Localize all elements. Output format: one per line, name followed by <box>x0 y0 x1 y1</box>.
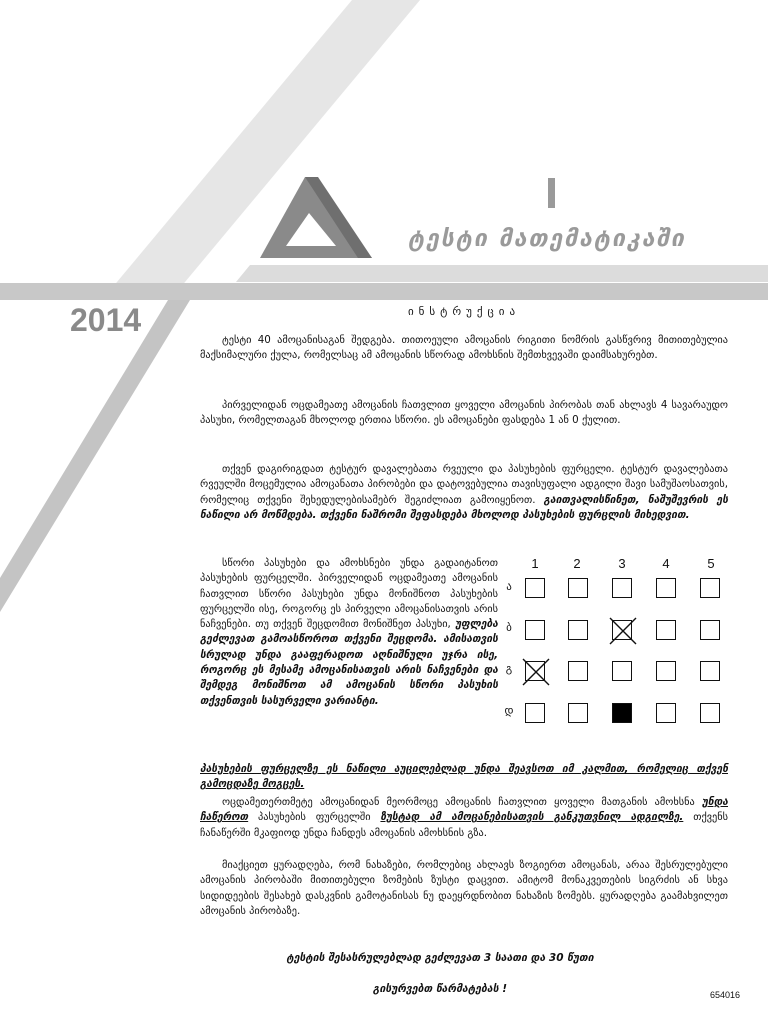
grid-column-label: 3 <box>618 556 626 571</box>
document-code: 654016 <box>709 990 740 1000</box>
good-luck-message: გისურვებთ წარმატებას ! <box>372 983 508 995</box>
grid-column-label: 5 <box>707 556 715 571</box>
answer-box <box>525 703 545 723</box>
answer-box <box>700 661 720 681</box>
answer-box <box>656 661 676 681</box>
grid-row-label: ბ <box>506 621 512 634</box>
answer-box <box>656 620 676 640</box>
horizontal-band <box>0 283 768 300</box>
answer-box <box>656 703 676 723</box>
answer-box <box>525 578 545 598</box>
answer-box-crossed <box>612 620 632 640</box>
title-accent-bar <box>548 178 555 208</box>
answer-box <box>568 578 588 598</box>
answer-box <box>700 620 720 640</box>
paragraph-5: პასუხების ფურცელზე ეს ნაწილი აუცილებლად უნდა შეავსოთ იმ კალმით, რომელიც თქვენ გამოცდაზე მოგცეს. <box>200 763 728 791</box>
year-label: 2014 <box>70 302 142 338</box>
grid-row-label: დ <box>504 704 514 717</box>
paragraph-7: მიაქციეთ ყურადღება, რომ ნახაზები, რომლებიც ახლავს ზოგიერთ ამოცანას, არაა შესრულებული ამოცანის პირობაში მითითებული ზომების ზუსტი დაცვით. ამიტომ მონაკვეთების სიგრძის ან სხვა სიდიდეების შესახებ დასკვნის გამოტანისას ნუ დაეყრდნობით ნახაზის ზომებს. ყურადღება გაამახვილეთ ამოცანის პირობაზე. <box>200 859 728 917</box>
answer-box <box>568 703 588 723</box>
cross-mark-icon <box>608 616 638 646</box>
paragraph-3: თქვენ დაგირიგდათ ტესტურ დავალებათა რვეული და პასუხების ფურცელი. ტესტურ დავალებათა რვეულში მოცემულია ამოცანათა პირობები და დატოვებულია თავისუფალი ადგილი შავი სამუშაოსათვის, რომელიც თქვენი შეხედულებისამებრ შეგიძლიათ გამოიყენოთ. გაითვალისწინეთ, ნაშუშევრის ეს ნაწილი არ მოწმდება. თქვენი ნაშრომი შეფასდება მხოლოდ პასუხების ფურცლის მიხედვით. <box>200 463 728 521</box>
grid-column-label: 2 <box>573 556 581 571</box>
answer-box <box>568 661 588 681</box>
grid-column-label: 4 <box>662 556 670 571</box>
answer-box-filled <box>612 703 632 723</box>
diagonal-band-light <box>102 0 420 300</box>
page-title: ტესტი მათემატიკაში <box>408 226 686 252</box>
instructions-heading: ინსტრუქცია <box>407 305 521 318</box>
answer-box <box>612 661 632 681</box>
cross-mark-icon <box>521 657 551 687</box>
answer-box <box>700 578 720 598</box>
answer-box <box>700 703 720 723</box>
grid-row-label: ა <box>506 580 512 593</box>
grid-row-label: გ <box>505 662 513 675</box>
grid-column-label: 1 <box>531 556 539 571</box>
answer-box <box>525 620 545 640</box>
answer-box <box>568 620 588 640</box>
horizontal-band-top <box>236 265 768 282</box>
answer-box <box>656 578 676 598</box>
time-notice: ტესტის შესასრულებლად გეძლევათ 3 საათი და 30 წუთი <box>286 952 594 964</box>
diagonal-band-lower <box>0 300 190 612</box>
paragraph-1: ტესტი 40 ამოცანისაგან შედგება. თითოეული ამოცანის რიგითი ნომრის გასწვრივ მითითებულია მაქსიმალური ქულა, რომელსაც ამ ამოცანის სწორად ამოხსნის შემთხვევაში დაიმსახურებთ. <box>200 334 728 362</box>
answer-box <box>612 578 632 598</box>
paragraph-4: სწორი პასუხები და ამოხსნები უნდა გადაიტანოთ პასუხების ფურცელში. პირველიდან ოცდამეათე ამოცანის ჩათვლით სწორი პასუხები უნდა მონიშნოთ პასუხების ფურცელში ისე, როგორც ეს პირველი ამოცანისათვის არის ნაჩვენები. თუ თქვენ შეცდომით მონიშნეთ პასუხი, უფლება გეძლევათ გამოასწოროთ თქვენი შეცდომა. ამისათვის სრულად უნდა გააფერადოთ აღნიშნული უჯრა ისე, როგორც ეს მესამე ამოცანისათვის არის ნაჩვენები და შემდეგ მონიშნოთ ამ ამოცანის სწორი პასუხის თქვენთვის სასურველი ვარიანტი. <box>200 557 498 707</box>
answer-box-crossed <box>525 661 545 681</box>
paragraph-6: ოცდამეთერთმეტე ამოცანიდან მეორმოცე ამოცანის ჩათვლით ყოველი მათგანის ამოხსნა უნდა ჩაწეროთ პასუხების ფურცელში ზუსტად ამ ამოცანებისათვის განკუთვნილ ადგილზე. თქვენს ჩანაწერში მკაფიოდ უნდა ჩანდეს ამოცანის ამოხსნის გზა. <box>200 796 728 839</box>
paragraph-2: პირველიდან ოცდამეათე ამოცანის ჩათვლით ყოველი ამოცანის პირობას თან ახლავს 4 სავარაუდო პასუხი, რომელთაგან მხოლოდ ერთია სწორი. ეს ამოცანები ფასდება 1 ან 0 ქულით. <box>200 399 728 427</box>
